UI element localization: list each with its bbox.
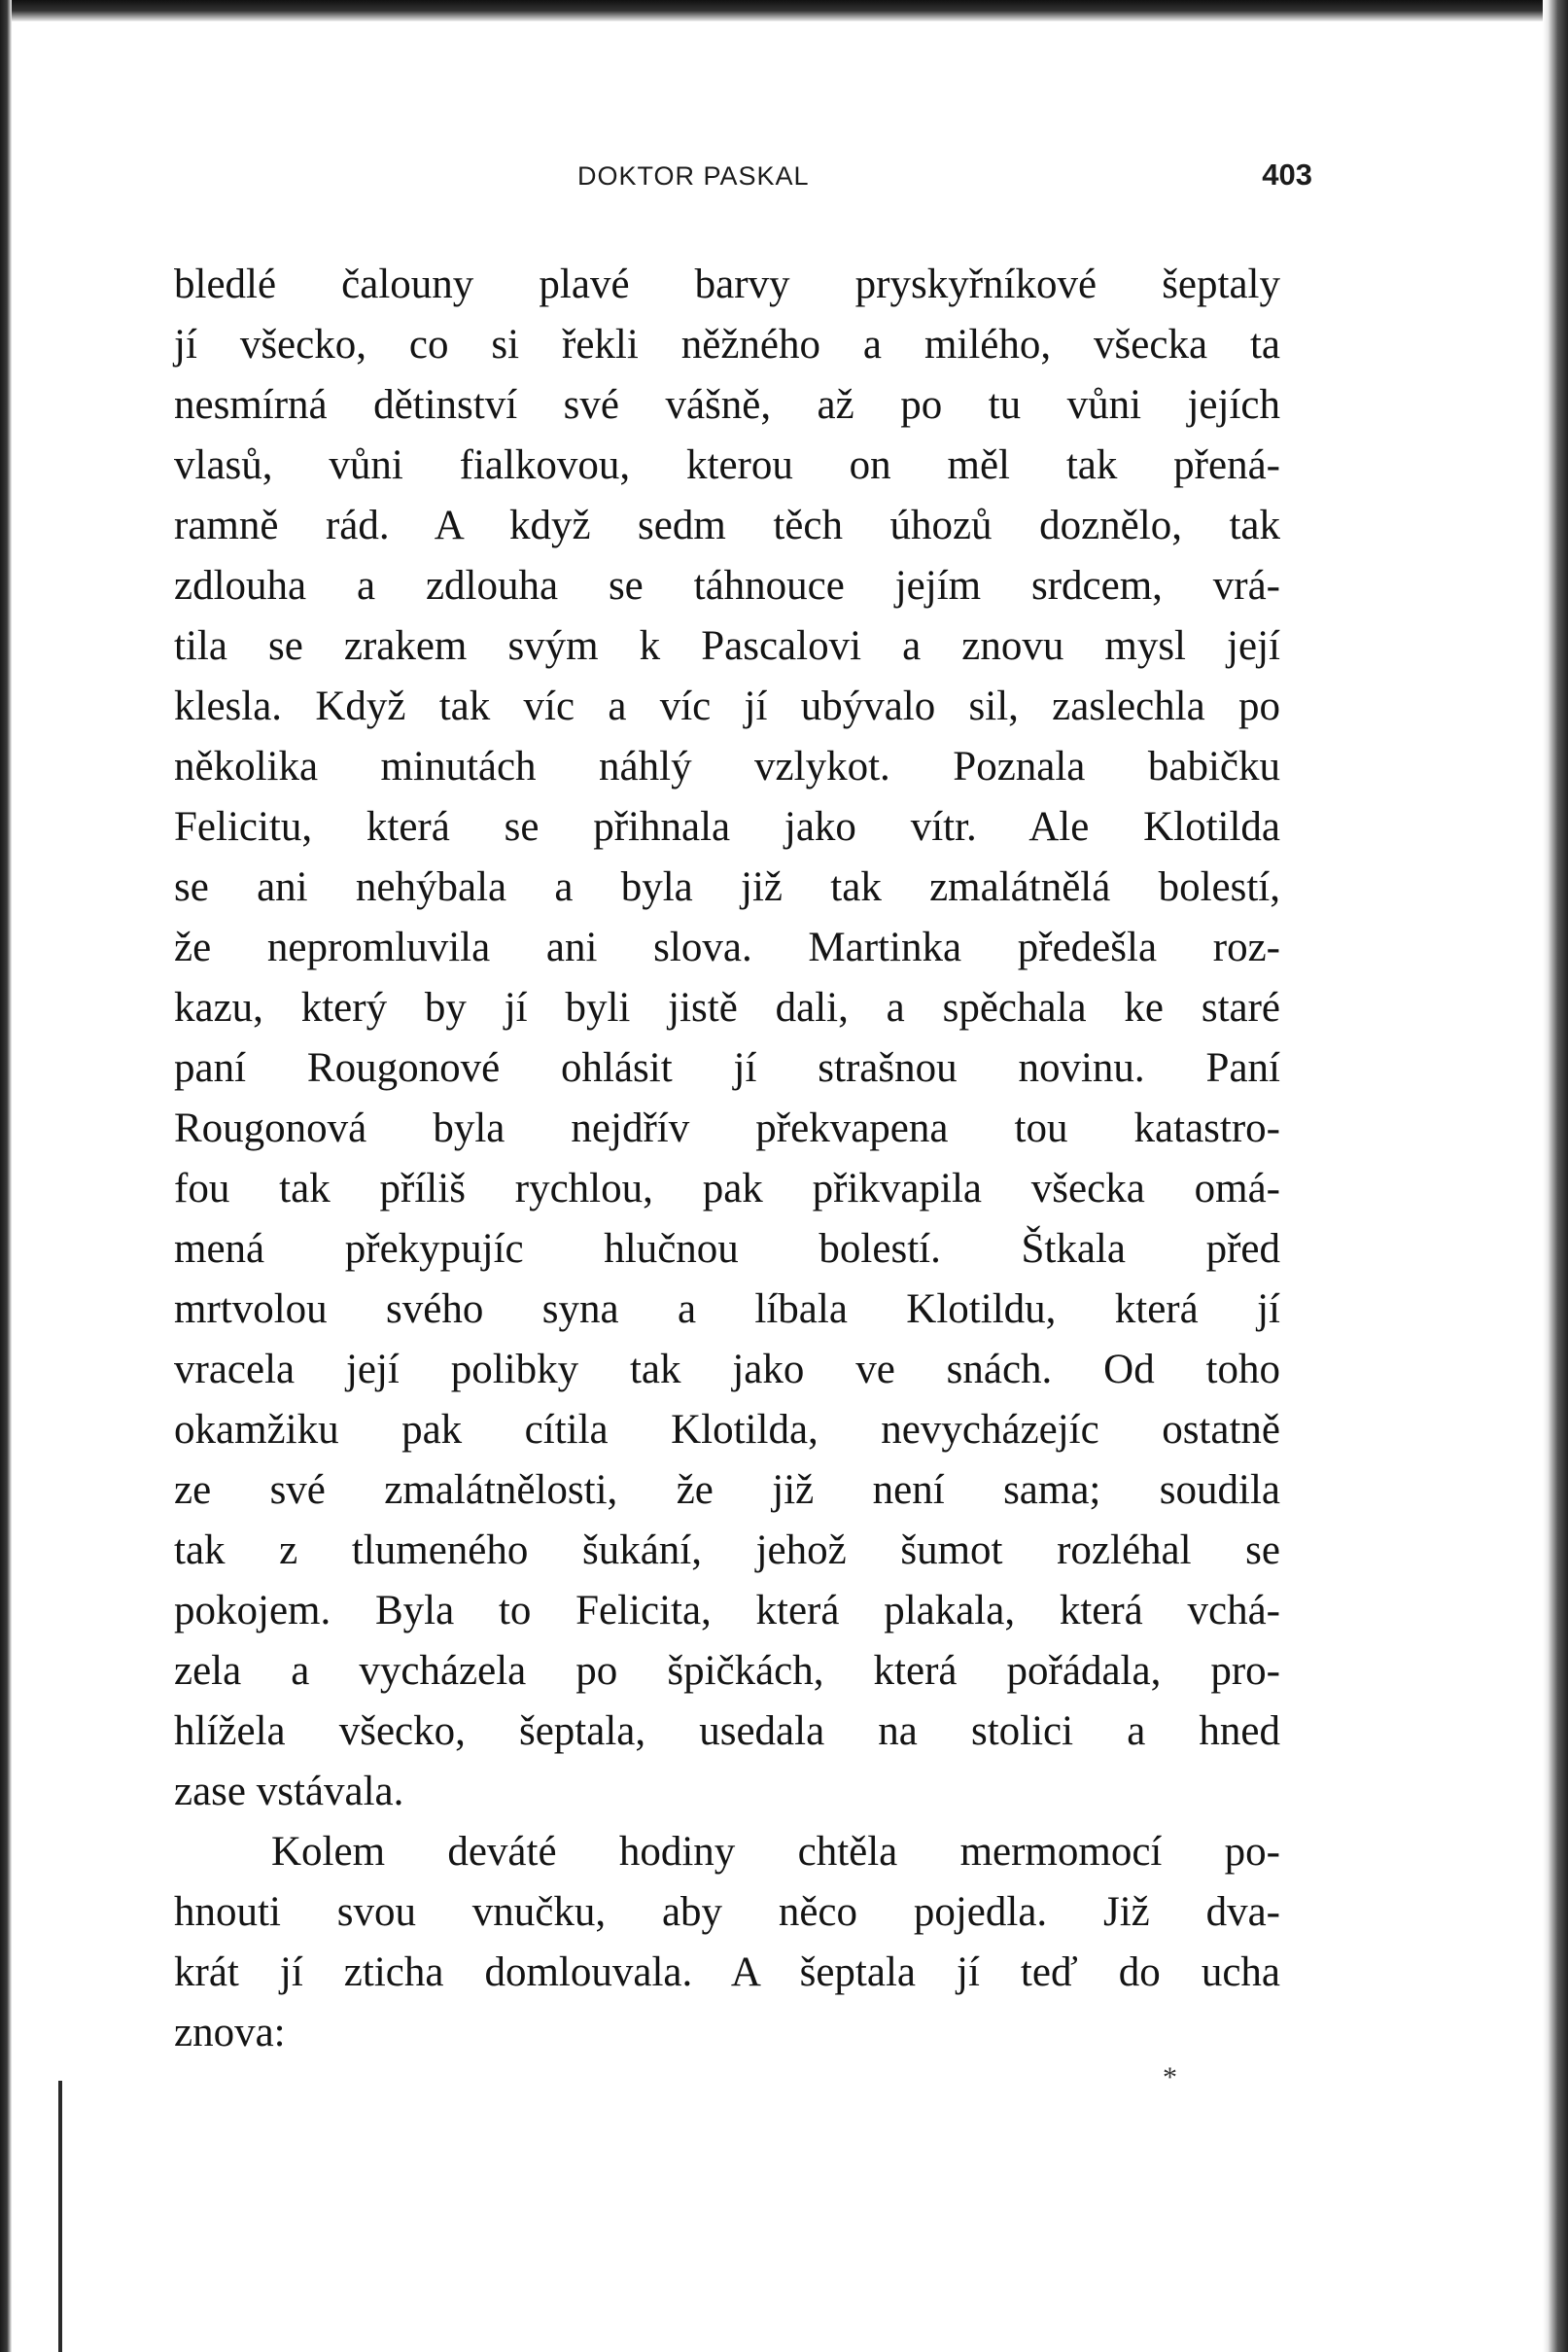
text-line: Rougonová byla nejdřív překvapena tou katastro-	[174, 1106, 1280, 1151]
text-line: paní Rougonové ohlásit jí strašnou novinu. Paní	[174, 1045, 1280, 1091]
text-line: že nepromluvila ani slova. Martinka předešla roz-	[174, 925, 1280, 970]
text-line: ze své zmalátnělosti, že již není sama; soudila	[174, 1467, 1280, 1513]
text-line: vlasů, vůni fialkovou, kterou on měl tak přená-	[174, 442, 1280, 488]
text-line: zase vstávala.	[174, 1769, 404, 1814]
text-line: klesla. Když tak víc a víc jí ubývalo sil, zaslechla po	[174, 684, 1280, 729]
text-line: zela a vycházela po špičkách, která pořádala, pro-	[174, 1648, 1280, 1694]
scan-edge-right	[1543, 0, 1568, 2352]
running-title: DOKTOR PASKAL	[577, 161, 810, 191]
page-number: 403	[1262, 158, 1312, 192]
text-line: vracela její polibky tak jako ve snách. Od toho	[174, 1347, 1280, 1392]
text-line: kazu, který by jí byli jistě dali, a spěchala ke staré	[174, 985, 1280, 1031]
text-line: se ani nehýbala a byla již tak zmalátnělá bolestí,	[174, 864, 1280, 910]
page-header	[165, 158, 1312, 200]
text-line: Kolem deváté hodiny chtěla mermomocí po-	[271, 1829, 1280, 1875]
text-line: fou tak příliš rychlou, pak přikvapila všecka omá-	[174, 1166, 1280, 1211]
text-line: mená překypujíc hlučnou bolestí. Štkala před	[174, 1226, 1280, 1272]
text-line: nesmírná dětinství své vášně, až po tu vůni jejích	[174, 382, 1280, 428]
asterisk-mark: *	[1163, 2061, 1177, 2093]
body-text	[174, 255, 1280, 2063]
text-line: zdlouha a zdlouha se táhnouce jejím srdcem, vrá-	[174, 563, 1280, 609]
text-line: mrtvolou svého syna a líbala Klotildu, která jí	[174, 1286, 1280, 1332]
text-line: Felicitu, která se přihnala jako vítr. Ale Klotilda	[174, 804, 1280, 850]
scan-edge-top	[0, 0, 1568, 21]
text-line: krát jí zticha domlouvala. A šeptala jí teď do ucha	[174, 1949, 1280, 1995]
text-line: ramně rád. A když sedm těch úhozů doznělo, tak	[174, 503, 1280, 548]
text-line: bledlé čalouny plavé barvy pryskyřníkové šeptaly	[174, 262, 1280, 307]
text-line: několika minutách náhlý vzlykot. Poznala babičku	[174, 744, 1280, 790]
text-line: okamžiku pak cítila Klotilda, nevycházejíc ostatně	[174, 1407, 1280, 1453]
scan-edge-left	[0, 0, 12, 2352]
text-line: hlížela všecko, šeptala, usedala na stolici a hned	[174, 1708, 1280, 1754]
text-line: hnouti svou vnučku, aby něco pojedla. Již dva-	[174, 1889, 1280, 1935]
text-line: tak z tlumeného šukání, jehož šumot rozléhal se	[174, 1527, 1280, 1573]
text-line: znova:	[174, 2010, 286, 2055]
text-line: pokojem. Byla to Felicita, která plakala, která vchá-	[174, 1588, 1280, 1633]
binding-gutter-line	[58, 2081, 62, 2352]
text-line: tila se zrakem svým k Pascalovi a znovu mysl její	[174, 623, 1280, 669]
text-line: jí všecko, co si řekli něžného a milého, všecka ta	[174, 322, 1280, 368]
